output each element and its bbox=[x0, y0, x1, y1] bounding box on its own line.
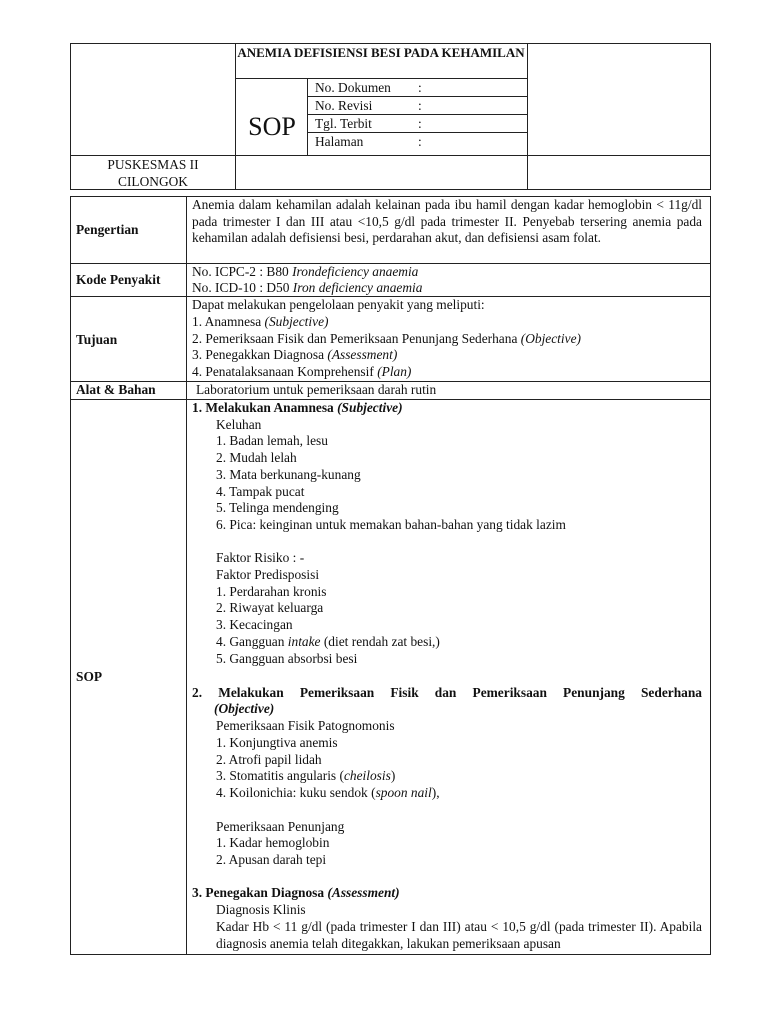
row-label-alat-bahan: Alat & Bahan bbox=[76, 382, 156, 397]
doc-field-label: No. Dokumen bbox=[315, 80, 391, 95]
icd-code: No. ICD-10 : D50 Iron deficiency anaemia bbox=[192, 280, 423, 295]
predisposisi-label: Faktor Predisposisi bbox=[216, 567, 320, 582]
doc-field-label: Halaman bbox=[315, 134, 364, 149]
keluhan-item: 4. Tampak pucat bbox=[216, 484, 305, 499]
fisik-item: 3. Stomatitis angularis (cheilosis) bbox=[216, 768, 396, 783]
doc-field-number: No. Dokumen : bbox=[315, 80, 422, 95]
predisposisi-item: 4. Gangguan intake (diet rendah zat besi,) bbox=[216, 634, 440, 649]
tujuan-item: 2. Pemeriksaan Fisik dan Pemeriksaan Penunjang Sederhana (Objective) bbox=[192, 331, 581, 346]
section-heading-anamnesa: 1. Melakukan Anamnesa (Subjective) bbox=[192, 400, 403, 415]
keluhan-item: 1. Badan lemah, lesu bbox=[216, 433, 328, 448]
keluhan-item: 6. Pica: keinginan untuk memakan bahan-bahan yang tidak lazim bbox=[216, 517, 566, 532]
row-label-kode-penyakit: Kode Penyakit bbox=[76, 272, 161, 287]
sop-label: SOP bbox=[248, 112, 296, 141]
diagnosis-label: Diagnosis Klinis bbox=[216, 902, 306, 917]
doc-field-page: Halaman : bbox=[315, 134, 422, 149]
predisposisi-item: 3. Kecacingan bbox=[216, 617, 293, 632]
tujuan-intro: Dapat melakukan pengelolaan penyakit yang meliputi: bbox=[192, 297, 485, 312]
alat-bahan-text: Laboratorium untuk pemeriksaan darah rutin bbox=[196, 382, 437, 397]
doc-field-label: No. Revisi bbox=[315, 98, 373, 113]
fisik-label: Pemeriksaan Fisik Patognomonis bbox=[216, 718, 395, 733]
section-heading-objective: (Objective) bbox=[214, 701, 275, 716]
icpc-code: No. ICPC-2 : B80 Irondeficiency anaemia bbox=[192, 264, 419, 279]
predisposisi-item: 5. Gangguan absorbsi besi bbox=[216, 651, 358, 666]
penunjang-item: 1. Kadar hemoglobin bbox=[216, 835, 330, 850]
keluhan-item: 5. Telinga mendenging bbox=[216, 500, 339, 515]
fisik-item: 4. Koilonichia: kuku sendok (spoon nail), bbox=[216, 785, 440, 800]
doc-field-revision: No. Revisi : bbox=[315, 98, 422, 113]
penunjang-item: 2. Apusan darah tepi bbox=[216, 852, 327, 867]
keluhan-item: 2. Mudah lelah bbox=[216, 450, 297, 465]
pengertian-text: Anemia dalam kehamilan adalah kelainan pada ibu hamil dengan kadar hemoglobin < 11g/dl pada trimester I dan III atau <10,5 g/dl pada trimester II. Penyebab tersering anemia pada kehamilan adalah defisiensi besi, perdarahan akut, dan defisiensi asam folat. bbox=[192, 197, 702, 245]
section-heading-pemeriksaan: 2. Melakukan Pemeriksaan Fisik dan Pemeriksaan Penunjang Sederhana bbox=[192, 685, 702, 700]
diagnosis-text: Kadar Hb < 11 g/dl (pada trimester I dan III) atau < 10,5 g/dl (pada trimester II). Apabila diagnosis anemia telah ditegakkan, lakukan pemeriksaan apusan bbox=[216, 919, 702, 951]
faktor-risiko: Faktor Risiko : - bbox=[216, 550, 305, 565]
fisik-item: 2. Atrofi papil lidah bbox=[216, 752, 322, 767]
tujuan-item: 3. Penegakkan Diagnosa (Assessment) bbox=[192, 347, 398, 362]
fisik-item: 1. Konjungtiva anemis bbox=[216, 735, 338, 750]
tujuan-item: 4. Penatalaksanaan Komprehensif (Plan) bbox=[192, 364, 412, 379]
tujuan-item: 1. Anamnesa (Subjective) bbox=[192, 314, 329, 329]
doc-field-label: Tgl. Terbit bbox=[315, 116, 372, 131]
puskesmas-name: PUSKESMAS II CILONGOK bbox=[107, 157, 199, 189]
keluhan-label: Keluhan bbox=[216, 417, 262, 432]
doc-field-issue-date: Tgl. Terbit : bbox=[315, 116, 422, 131]
row-label-tujuan: Tujuan bbox=[76, 332, 118, 347]
predisposisi-item: 2. Riwayat keluarga bbox=[216, 600, 324, 615]
penunjang-label: Pemeriksaan Penunjang bbox=[216, 819, 345, 834]
row-label-sop: SOP bbox=[76, 669, 103, 684]
predisposisi-item: 1. Perdarahan kronis bbox=[216, 584, 327, 599]
section-heading-diagnosa: 3. Penegakan Diagnosa (Assessment) bbox=[192, 885, 400, 900]
row-label-pengertian: Pengertian bbox=[76, 222, 139, 237]
document-title: ANEMIA DEFISIENSI BESI PADA KEHAMILAN bbox=[237, 45, 525, 60]
keluhan-item: 3. Mata berkunang-kunang bbox=[216, 467, 361, 482]
